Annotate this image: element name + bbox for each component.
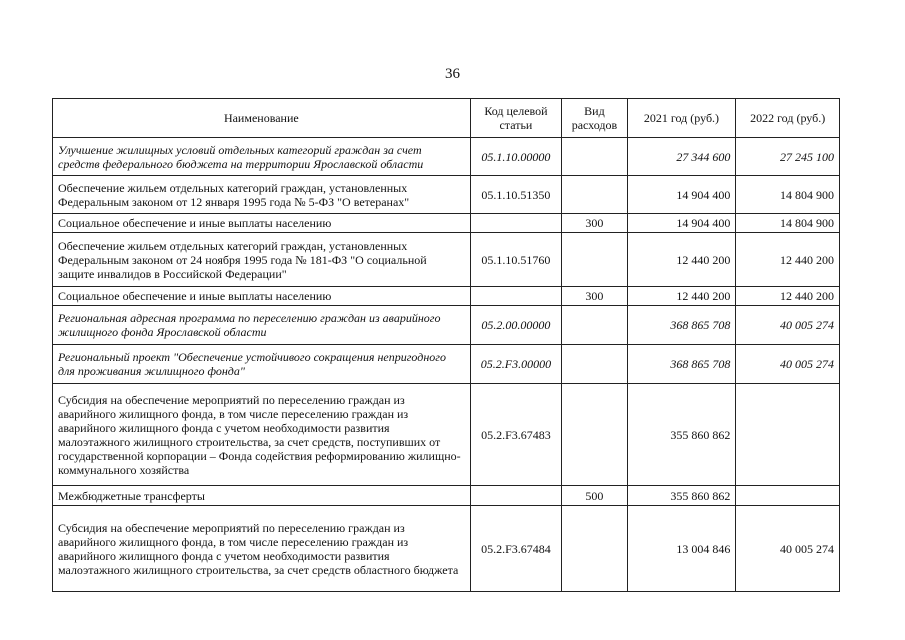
- table-header-row: [53, 99, 840, 138]
- header-type: Вид расходов: [562, 99, 627, 138]
- row-2021: 27 344 600: [627, 138, 736, 176]
- row-2021: 12 440 200: [627, 287, 736, 306]
- row-type: [562, 233, 627, 287]
- row-2022: 40 005 274: [736, 306, 840, 345]
- row-name: Социальное обеспечение и иные выплаты населению: [53, 287, 471, 306]
- row-2022: 12 440 200: [736, 287, 840, 306]
- row-name: Субсидия на обеспечение мероприятий по переселению граждан из аварийного жилищного фонда, в том числе переселению граждан из аварийного жилищного фонда с учетом необходимости развития малоэтажного жилищного строительства, за счет средств областного бюджета: [53, 506, 471, 592]
- row-name: Обеспечение жильем отдельных категорий граждан, установленных Федеральным законом от 24 ноября 1995 года № 181-ФЗ "О социальной защите инвалидов в Российской Федерации": [53, 233, 471, 287]
- row-code: 05.1.10.00000: [470, 138, 562, 176]
- table-row: [53, 486, 840, 506]
- header-code: Код целевой статьи: [470, 99, 562, 138]
- row-type: [562, 306, 627, 345]
- row-type: [562, 345, 627, 384]
- row-2022: [736, 486, 840, 506]
- row-type: [562, 138, 627, 176]
- budget-table: [52, 98, 840, 592]
- table-row: [53, 506, 840, 592]
- table-row: [53, 306, 840, 345]
- row-code: 05.2.F3.67484: [470, 506, 562, 592]
- row-2021: 355 860 862: [627, 486, 736, 506]
- row-type: 500: [562, 486, 627, 506]
- row-name: Региональная адресная программа по переселению граждан из аварийного жилищного фонда Ярославской области: [53, 306, 471, 345]
- row-code: [470, 486, 562, 506]
- row-type: [562, 176, 627, 214]
- row-type: 300: [562, 214, 627, 233]
- row-2021: 14 904 400: [627, 176, 736, 214]
- row-2021: 12 440 200: [627, 233, 736, 287]
- row-code: 05.2.F3.67483: [470, 384, 562, 486]
- row-code: [470, 287, 562, 306]
- table-row: [53, 214, 840, 233]
- row-2021: 368 865 708: [627, 306, 736, 345]
- row-code: 05.2.F3.00000: [470, 345, 562, 384]
- row-2022: 14 804 900: [736, 214, 840, 233]
- row-name: Обеспечение жильем отдельных категорий граждан, установленных Федеральным законом от 12 января 1995 года № 5-ФЗ "О ветеранах": [53, 176, 471, 214]
- row-code: 05.2.00.00000: [470, 306, 562, 345]
- row-code: 05.1.10.51760: [470, 233, 562, 287]
- table-row: [53, 384, 840, 486]
- row-2022: 14 804 900: [736, 176, 840, 214]
- header-2022: 2022 год (руб.): [736, 99, 840, 138]
- row-2022: [736, 384, 840, 486]
- header-name: Наименование: [53, 99, 471, 138]
- table-row: [53, 176, 840, 214]
- row-name: Субсидия на обеспечение мероприятий по переселению граждан из аварийного жилищного фонда, в том числе переселению граждан из аварийного жилищного фонда с учетом необходимости развития малоэтажного жилищного строительства, за счет средств, поступивших от государственной корпорации – Фонда содействия реформированию жилищно-коммунального хозяйства: [53, 384, 471, 486]
- row-2022: 12 440 200: [736, 233, 840, 287]
- row-name: Улучшение жилищных условий отдельных категорий граждан за счет средств федерального бюджета на территории Ярославской области: [53, 138, 471, 176]
- row-name: Межбюджетные трансферты: [53, 486, 471, 506]
- row-2022: 27 245 100: [736, 138, 840, 176]
- table-row: [53, 233, 840, 287]
- row-code: [470, 214, 562, 233]
- row-type: [562, 506, 627, 592]
- table-row: [53, 345, 840, 384]
- page-number: 36: [445, 66, 460, 82]
- row-2022: 40 005 274: [736, 345, 840, 384]
- row-type: [562, 384, 627, 486]
- row-name: Социальное обеспечение и иные выплаты населению: [53, 214, 471, 233]
- row-code: 05.1.10.51350: [470, 176, 562, 214]
- row-name: Региональный проект "Обеспечение устойчивого сокращения непригодного для проживания жилищного фонда": [53, 345, 471, 384]
- table-row: [53, 138, 840, 176]
- row-2021: 368 865 708: [627, 345, 736, 384]
- row-2021: 13 004 846: [627, 506, 736, 592]
- row-2021: 355 860 862: [627, 384, 736, 486]
- table-row: [53, 287, 840, 306]
- row-type: 300: [562, 287, 627, 306]
- row-2022: 40 005 274: [736, 506, 840, 592]
- row-2021: 14 904 400: [627, 214, 736, 233]
- header-2021: 2021 год (руб.): [627, 99, 736, 138]
